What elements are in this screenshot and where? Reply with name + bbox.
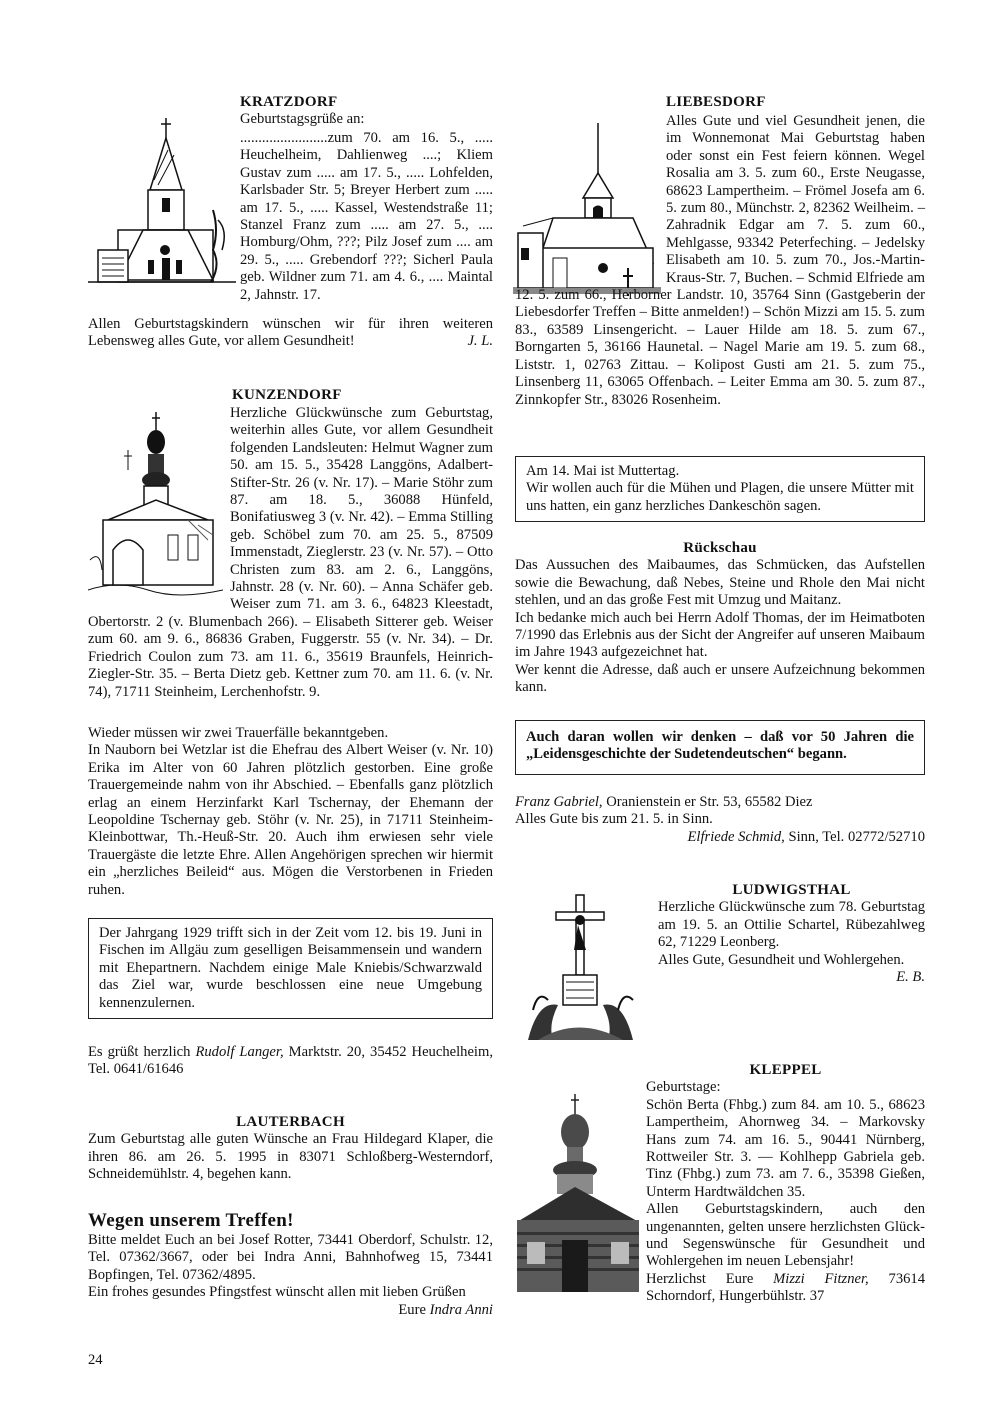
kratzdorf-section <box>240 94 492 129</box>
rueckschau-title: Rückschau <box>683 540 757 556</box>
page-number: 24 <box>88 1352 103 1368</box>
treffen-sign: Eure Indra Anni <box>398 1301 493 1318</box>
kunzendorf-title: KUNZENDORF <box>232 387 342 403</box>
gruss-section <box>88 1044 493 1079</box>
franz-line1: Franz Gabriel, Oranienstein er Str. 53, 65582 Diez <box>515 794 813 810</box>
kleppel-text2: Allen Geburtstagskindern, auch den ungenannten, gelten unsere herzlichsten Glück- und Segenswünsche für Gesundheit und Wohlergehen im neuen Lebensjahr! <box>646 1201 925 1270</box>
gedenken-text: Auch daran wollen wir denken – daß vor 50 Jahren die „Leidensgeschichte der Sudetendeutschen“ begann. <box>526 729 914 763</box>
jahrgang-box <box>88 918 493 1019</box>
kunzendorf-section <box>232 387 493 404</box>
kleppel-section <box>646 1062 925 1306</box>
trauer-section <box>88 725 493 899</box>
gruss-text: Es grüßt herzlich Rudolf Langer, Marktstr. 20, 35452 Heuchelheim, Tel. 0641/61646 <box>88 1044 493 1078</box>
franz-line2: Alles Gute bis zum 21. 5. in Sinn. <box>515 811 713 828</box>
liebesdorf-body <box>515 113 925 409</box>
kratzdorf-sign: J. L. <box>467 333 493 350</box>
kunzendorf-body <box>88 405 493 701</box>
gedenken-box <box>515 720 925 775</box>
muttertag-line2: Wir wollen auch für die Mühen und Plagen, die unsere Mütter mit uns hatten, ein ganz herzliches Dankeschön sagen. <box>526 480 914 514</box>
liebesdorf-text: Alles Gute und viel Gesundheit jenen, die im Wonnemonat Mai Geburtstag haben oder sonst ein Fest feiern können. Wegel Rosalia am 3. 5. zum 60., Erste Neugasse, 68623 Lampertheim. – Frömel Josefa am 6. 5. zum 80., Münchstr. 2, 82362 Weilheim. – Zahradnik Edgar am 7. 5. zum 60., Mehlgasse, 93342 Peterfeching. – Jedelsky Elisabeth am 10. 5. zum 70., Jos.-Martin-Kraus-Str. 7, Buchen. – Schmid Elfriede am 12. 5. zum 66., Herborner Landstr. 10, 35764 Sinn (Gastgeberin der Liebesdorfer Treffen – Bitte anmelden!) – Schön Mizzi am 15. 5. zum 83., 63589 Linsengericht. – Lauer Hilde am 18. 5. zum 67., Borngarten 5, 36166 Haunetal. – Nagel Marie am 19. 5. zum 68., Liststr. 1, 02763 Zittau. – Kolipost Gusti am 21. 5. zum 75., Linsenberg 11, 63065 Offenbach. – Leiter Emma am 30. 5. zum 87., Zinnkopfer Str., 83026 Rosenheim. <box>515 113 925 408</box>
trauer-text: In Nauborn bei Wetzlar ist die Ehefrau des Albert Weiser (v. Nr. 10) Erika im Alter von 60 Jahren plötzlich gestorben. Eine große Trauergemeinde nahm von ihr Abschied. – Ebenfalls ganz plötzlich erlag an einem Herzinfarkt Karl Tschernay, der Ehemann der Leopoldine Tschernay geb. Stöhr (v. Nr. 25), in 71711 Steinheim-Kleinbottwar, Th.-Heuß-Str. 20. Auch ihm erwiesen sehr viele Trauergäste die letzte Ehre. Allen Angehörigen sprechen wir hiermit ein „herzliches Beileid“ aus. Mögen die Verstorbenen in Frieden ruhen. <box>88 742 493 898</box>
rueckschau-p2: Ich bedanke mich auch bei Herrn Adolf Thomas, der im Heimatboten 7/1990 das Erlebnis aus der Sicht der Angreifer auf unseren Maibaum im Jahre 1943 aufgezeichnet hat. <box>515 609 925 661</box>
kratzdorf-entries: ........................zum 70. am 16. 5., ..... Heuchelheim, Dahlienweg ....; Kliem Gustav zum ..... am 17. 5., ..... Lohfelden, Karlsbader Str. 5; Breyer Herbert zum ..... am 17. 5., ..... Kassel, Westendstraße 11; Stanzel Franz zum ..... am 27. 5., .... Homburg/Ohm, ???; Pilz Josef zum .... am 29. 5., ..... Grebendorf ???; Sicherl Paula geb. Wildner zum 71. am 4. 6., .... Maintal 2, Jahnstr. 17. <box>240 130 493 303</box>
ludwigsthal-text2: Alles Gute, Gesundheit und Wohlergehen. <box>658 951 905 968</box>
rueckschau-p3: Wer kennt die Adresse, daß auch er unsere Aufzeichnung bekommen kann. <box>515 661 925 696</box>
muttertag-box <box>515 456 925 522</box>
lauterbach-section <box>88 1114 493 1184</box>
kleppel-text: Schön Berta (Fhbg.) zum 84. am 10. 5., 68623 Lampertheim, Ahornweg 34. – Markovsky Hans zum 74. am 16. 5., 90441 Nürnberg, Rottweiler Str. 3. — Kohlhepp Gabriela geb. Tinz (Fhbg.) zum 73. am 7. 6., 35398 Gießen, Unterm Hardtwäldchen 35. <box>646 1096 925 1200</box>
franz-sign: Elfriede Schmid, Sinn, Tel. 02772/52710 <box>687 828 925 845</box>
ludwigsthal-text: Herzliche Glückwünsche zum 78. Geburtstag am 19. 5. an Ottilie Schartel, Rübezahlweg 62, 71229 Leonberg. <box>658 899 925 951</box>
kleppel-lead: Geburtstage: <box>646 1079 721 1096</box>
trauer-intro: Wieder müssen wir zwei Trauerfälle bekanntgeben. <box>88 725 389 741</box>
treffen-title: Wegen unserem Treffen! <box>88 1210 294 1231</box>
kunzendorf-text: Herzliche Glückwünsche zum Geburtstag, weiterhin alles Gute, vor allem Gesundheit folgenden Landsleuten: Helmut Wagner zum 50. am 15. 5., 35428 Langgöns, Adalbert-Stifter-Str. 26 (v. Nr. 17). – Marie Stöhr zum 87. am 18. 5., 36088 Hünfeld, Bonifatiusweg 3 (v. Nr. 42). – Emma Stilling geb. Schöbel zum 70. am 25. 5., 87509 Immenstadt, Zieglerstr. 23 (v. Nr. 57). – Otto Christen zum 83. am 2. 6., Langgöns, Jahnstr. 28 (v. Nr. 60). – Anna Schäfer geb. Weiser zum 71. am 3. 6., 64823 Kleestadt, Obertorstr. 2 (v. Blumenbach 266). – Elisabeth Sitterer geb. Weiser zum 60. am 9. 6., 86836 Graben, Fuggerstr. 55 (v. Nr. 34). – Dr. Friedrich Coulon zum 73. am 11. 6., 35619 Braunfels, Heinrich-Ziegler-Str. 35. – Berta Dietz geb. Kettner zum 70. am 11. 6. (v. Nr. 74), 71711 Steinheim, Lerchenhofstr. 9. <box>88 405 493 700</box>
muttertag-line1: Am 14. Mai ist Muttertag. <box>526 463 680 479</box>
lauterbach-text: Zum Geburtstag alle guten Wünsche an Frau Hildegard Klaper, die ihren 86. am 26. 5. 1995 in 83071 Schloßberg-Westerndorf, Schneidemühlstr. 4, begehen kann. <box>88 1131 493 1183</box>
lauterbach-title: LAUTERBACH <box>236 1114 345 1130</box>
liebesdorf-title: LIEBESDORF <box>666 94 766 110</box>
ludwigsthal-sign: E. B. <box>896 969 925 986</box>
liebesdorf-header <box>666 94 925 111</box>
franz-section <box>515 794 925 846</box>
ludwigsthal-title: LUDWIGSTHAL <box>732 882 851 898</box>
kratzdorf-lead: Geburtstagsgrüße an: <box>240 111 365 128</box>
kratzdorf-title: KRATZDORF <box>240 94 338 110</box>
kleppel-sign: Herzlichst Eure Mizzi Fitzner, 73614 Schorndorf, Hungerbühlstr. 37 <box>646 1270 925 1305</box>
kleppel-chapel-photo <box>517 1092 639 1292</box>
treffen-section <box>88 1210 493 1319</box>
kleppel-title: KLEPPEL <box>749 1062 822 1078</box>
kratzdorf-wish-block <box>88 316 493 351</box>
kratzdorf-wish: Allen Geburtstagskindern wünschen wir für ihren weiteren Lebensweg alles Gute, vor allem Gesundheit! J. L. <box>88 316 493 350</box>
treffen-text: Bitte meldet Euch an bei Josef Rotter, 73441 Oberdorf, Schulstr. 12, Tel. 07362/3667, oder bei Indra Anni, Bahnhofweg 15, 73441 Bopfingen, Tel. 07362/4895. <box>88 1232 493 1283</box>
kratzdorf-body <box>88 130 493 304</box>
ludwigsthal-section <box>658 882 925 986</box>
ludwigsthal-cross-illustration <box>518 890 643 1045</box>
treffen-text2: Ein frohes gesundes Pfingstfest wünscht allen mit lieben Grüßen <box>88 1284 466 1301</box>
rueckschau-p1: Das Aussuchen des Maibaumes, das Schmücken, das Aufstellen sowie die Bewachung, daß Nebes, Steine und Rhole den Mai nicht stehlen, und an das große Fest mit Umzug und Maitanz. <box>515 557 925 609</box>
rueckschau-section <box>515 540 925 697</box>
jahrgang-text: Der Jahrgang 1929 trifft sich in der Zeit vom 12. bis 19. Juni in Fischen im Allgäu zum geselligen Beisammensein und wandern mit Ehepartnern. Nachdem einige Male Kniebis/Schwarzwald das Ziel war, wurde beschlossen eine neue Umgebung kennenzulernen. <box>99 925 482 1011</box>
